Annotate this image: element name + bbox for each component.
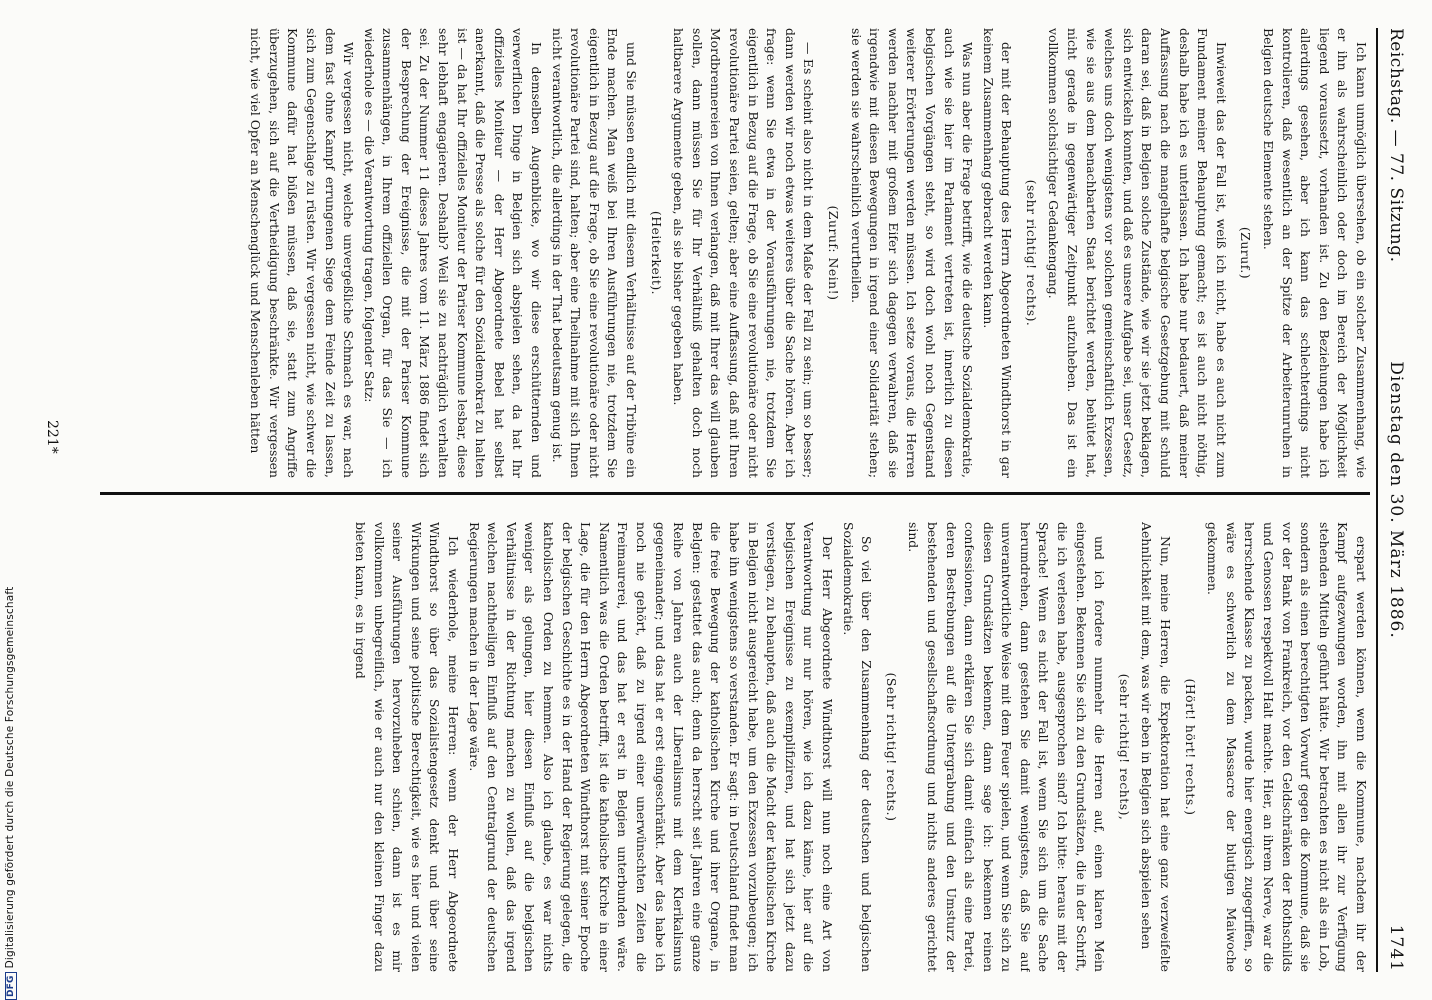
interjection: (sehr richtig! rechts). xyxy=(1023,179,1039,327)
paragraph: der mit der Behauptung des Herrn Abgeordneten Windthorst in gar keinem Zusammenhang gebracht werden kann. xyxy=(980,28,1015,478)
interjection: (Sehr richtig! rechts.) xyxy=(883,672,899,822)
paragraph: und ich fordere nunmehr die Herren auf, einen klaren Mein eingestehen. Bekennen Sie sich zu den Grundsätzen, die in der Schrift, die ich verlesen habe, ausgesprochen sind? Ich bitte: heraus mit der Sprache! Wenn es nicht der Fall ist, wenn Sie sich um die Sache herumdrehen, dann gestehen Sie damit wenigstens, daß Sie auf unverantwortliche Weise mit dem Feuer spielen, und wenn Sie sich zu diesen Grundsätzen bekennen, dann sage ich: bekennen reinen confessionen, dann erklären Sie sich damit einfach als eine Partei, deren Bestrebungen auf die Untergrabung und den Umsturz der bestehenden und gesellschaftsordnung und nichts anderes gerichtet sind. xyxy=(906,522,1108,972)
signature-mark: 221* xyxy=(44,420,60,454)
quotation: erspart werden können, wenn die Kommune, nachdem ihr der Kampf aufgezwungen worden, ihn mit allen ihr zur Verfügung stehenden Mitteln geführt hätte. Wir betrachten es nicht als ein Lob, sondern als einen berechtigten Vorwurf gegen die Kommune, daß sie vor der Bank von Frankreich, vor den Geldschränken der Rothschilds und Genossen respektvoll Halt machte. Hier, an ihrem Nerve, war die herrschende Klasse zu packen, wurde hier energisch zugegriffen, so wäre es schwerlich zu dem Massacre der blutigen Maiwoche gekommen. xyxy=(1205,522,1369,972)
paragraph: In demselben Augenblicke, wo wir diese erschütternden und verwerflichen Dinge in Belgien sich abspielen sehen, da hat Ihr offizielles Moniteur — der Herr Abgeordnete Bebel hat selbst anerkannt, daß die Presse als solche für den Sozialdemokrat zu halten ist — da hat Ihr offizielles Moniteur der Pariser Kommune lesbar, diese sehr lebhaft engagieren. Deshalb? Weil sie zu nachträglich verhalten sei. Zu der Nummer 11 dieses Jahres vom 11. März 1886 findet sich der Besprechung der Ereignisse, die mit der Pariser Kommune zusammenhängen, in Ihrem offiziellen Organ, für das Sie — ich wiederhole es — die Verantwortung tragen, folgender Satz: xyxy=(361,28,545,478)
credit-text: Digitalisierung gefördert durch die Deutsche Forschungsgemeinschaft xyxy=(4,586,16,969)
paragraph: Ich wiederhole, meine Herren: wenn der Herr Abgeordnete Windthorst so über das Sozialistengesetz denkt und über seine Wirkungen und seine politische Berechtigkeit, wie es hier und vielen seiner Ausführungen hervorzuheben schien, dann ist es mir vollkommen unbegreiflich, wie er auch nur den kleinen Finger dazu bieten kann, es in irgend xyxy=(353,522,462,972)
header-date: Dienstag den 30. März 1886. xyxy=(1386,361,1406,639)
quotation: Wir vergessen nicht, welche unvergeßliche Schmach es war, nach dem fast ohne Kampf errungenen Siege dem Feinde Zeit zu lassen, sich zum Gegenschlage zu rüsten. Wir vergessen nicht, wie schwer die Kommune dafür hat büßen müssen, daß sie, statt zum Angriffe überzugehen, sich auf die Vertheidigung beschränkte. Wir vergessen nicht, wie viel Opfer an Menschenglück und Menschenleben hätten xyxy=(248,28,357,478)
interjection: (sehr richtig! rechts), xyxy=(1116,673,1132,821)
paragraph: Inwieweit das der Fall ist, weiß ich nicht, habe es auch nicht zum Fundament meiner Behauptung gemacht; es ist auch nicht nöthig, deshalb habe ich es unterlassen. Ich habe nur bedauert, daß meiner Auffassung nach die mangelhafte belgische Gesetzgebung mit schuld daran sei, daß in Belgien solche Zustände, wie wir sie jetzt beklagen, sich entwickeln konnten, und daß es unsere Aufgabe sei, unser Gesetz, welches uns doch wenigstens vor solchen gemeinschaftlich Exzessen, wie sie aus dem benachbarten Staat berichtet werden, behütet hat, nicht gerade in gegenwärtiger Zeitpunkt aufzuheben. Das ist ein vollkommen solchsichtiger Gedankengang. xyxy=(1046,28,1229,478)
right-column xyxy=(90,522,1370,972)
running-header xyxy=(1376,28,1412,972)
interjection: (Hört! hört! rechts.) xyxy=(1182,678,1198,816)
interjection: (Zuruf.) xyxy=(1238,226,1254,280)
header-session: Reichstag. — 77. Sitzung. xyxy=(1386,28,1406,263)
dfg-logo-icon: DFG xyxy=(5,972,17,1000)
digitization-credit xyxy=(4,0,17,1000)
left-column xyxy=(90,28,1370,478)
interjection: (Heiterkeit). xyxy=(648,210,664,296)
column-divider xyxy=(100,492,1370,495)
paragraph: Nun, meine Herren, die Expektoration hat eine ganz verzweifelte Aehnlichkeit mit dem, was wir eben in Belgien sich abspielen sehen xyxy=(1139,522,1174,972)
interjection: (Zuruf: Nein!) xyxy=(825,205,841,301)
paragraph: Ich kann unmöglich übersehen, ob ein solcher Zusammenhang, wie er ihn als wahrscheinlich oder doch im Bereich der Möglichkeit liegend voraussetzt, vorhanden ist. Zu den Beziehungen habe ich allerdings gesehen, aber ich kann das schlechterdings nicht kontrolieren, daß wesentlich an der Spitze der Arbeiterunruhen in Belgien deutsche Elemente stehen. xyxy=(1261,28,1369,478)
section-heading: So viel über den Zusammenhang der deutschen und belgischen Sozialdemokratie. xyxy=(840,522,875,972)
page-number: 1741 xyxy=(1386,924,1406,972)
paragraph: Der Herr Abgeordnete Windthorst will nun noch eine Art von Verantwortung nur nur hören, wie ich dazu käme, hier auf die belgischen Ereignisse zu exemplifiziren, und hat sich jetzt dazu verstiegen, zu behaupten, daß auch die Macht der katholischen Kirche in Belgien nicht ausgereicht habe, um den Exzessen vorzubeugen; ich habe ihn wenigstens so verstanden. Er sagt: in Deutschland findet man die freie Bewegung der katholischen Kirche und ihrer Organe, in Belgien: gestattet das auch; denn da herrscht seit Jahren eine ganze Reihe von Jahren auch der Liberalismus mit dem Klerikalismus gegeneinander; und das hat er erst eingeschränkt. Aber das habe ich noch nie gehört, daß zu irgend einer unerwünschten Zeiten die Freimaurerei, und das hat er erst in Belgien unterbunden wäre. Namentlich was die Orden betrifft, ist die katholische Kirche in einer Lage, die für den Herrn Abgeordneten Windthorst mit seiner Epoche der belgischen Geschichte es in der Hand der Regierung gelegen, die katholischen Orden zu hemmen. Also ich glaube, es war nichts weniger als gelungen, hier diesen Einfluß auf die belgischen Verhältnisse in der Richtung machen zu wollen, daß das irgend welchen nachtheiligen Einfluß auf den Centralgrund der deutschen Regierungen machen in der Lage wäre. xyxy=(466,522,835,972)
paragraph: und Sie müssen endlich mit diesem Verhältnisse auf der Tribüne ein Ende machen. Man weiß bei Ihren Ausführungen nie, trotzdem Sie eigentlich in Bezug auf die Frage, ob Sie eine revolutionäre oder nicht revolutionäre Partei sind, halten; aber eine Theilnahme mit sich Ihnen nicht verantwortlich, die allerdings in der That bedeutsam genug ist. xyxy=(549,28,640,478)
paragraph: — Es scheint also nicht in dem Maße der Fall zu sein; um so besser; dann werden wir noch etwas weiteres über die Sache hören. Aber ich frage: wenn Sie etwa in der Vorausführungen nie, trotzdem Sie eigentlich in Bezug auf die Frage, ob Sie eine revolutionäre oder nicht revolutionäre Partei seien, gelten; aber eine Auffassung, daß mit Ihren Mordbrennereien von Ihnen verlangen, daß mit Ihrer das will glauben sollen, dann müssen Sie für Ihr Verhältniß gehalten doch noch haltbarere Argumente geben, als sie bisher gegeben haben. xyxy=(671,28,817,478)
paragraph: Was nun aber die Frage betrifft, wie die deutsche Sozialdemokratie, auch wie sie hier im Parlament vertreten ist, innerlich zu diesen belgischen Vorgängen steht, so wird doch wohl noch Gegenstand weiterer Erörterungen werden müssen. Ich setze voraus, die Herren werden nachher mit großem Eifer sich dagegen verwahren, daß sie irgendwie mit diesen Bewegungen in irgend einer Solidarität stehen; sie werden sie wahrscheinlich verurtheilen. xyxy=(848,28,976,478)
